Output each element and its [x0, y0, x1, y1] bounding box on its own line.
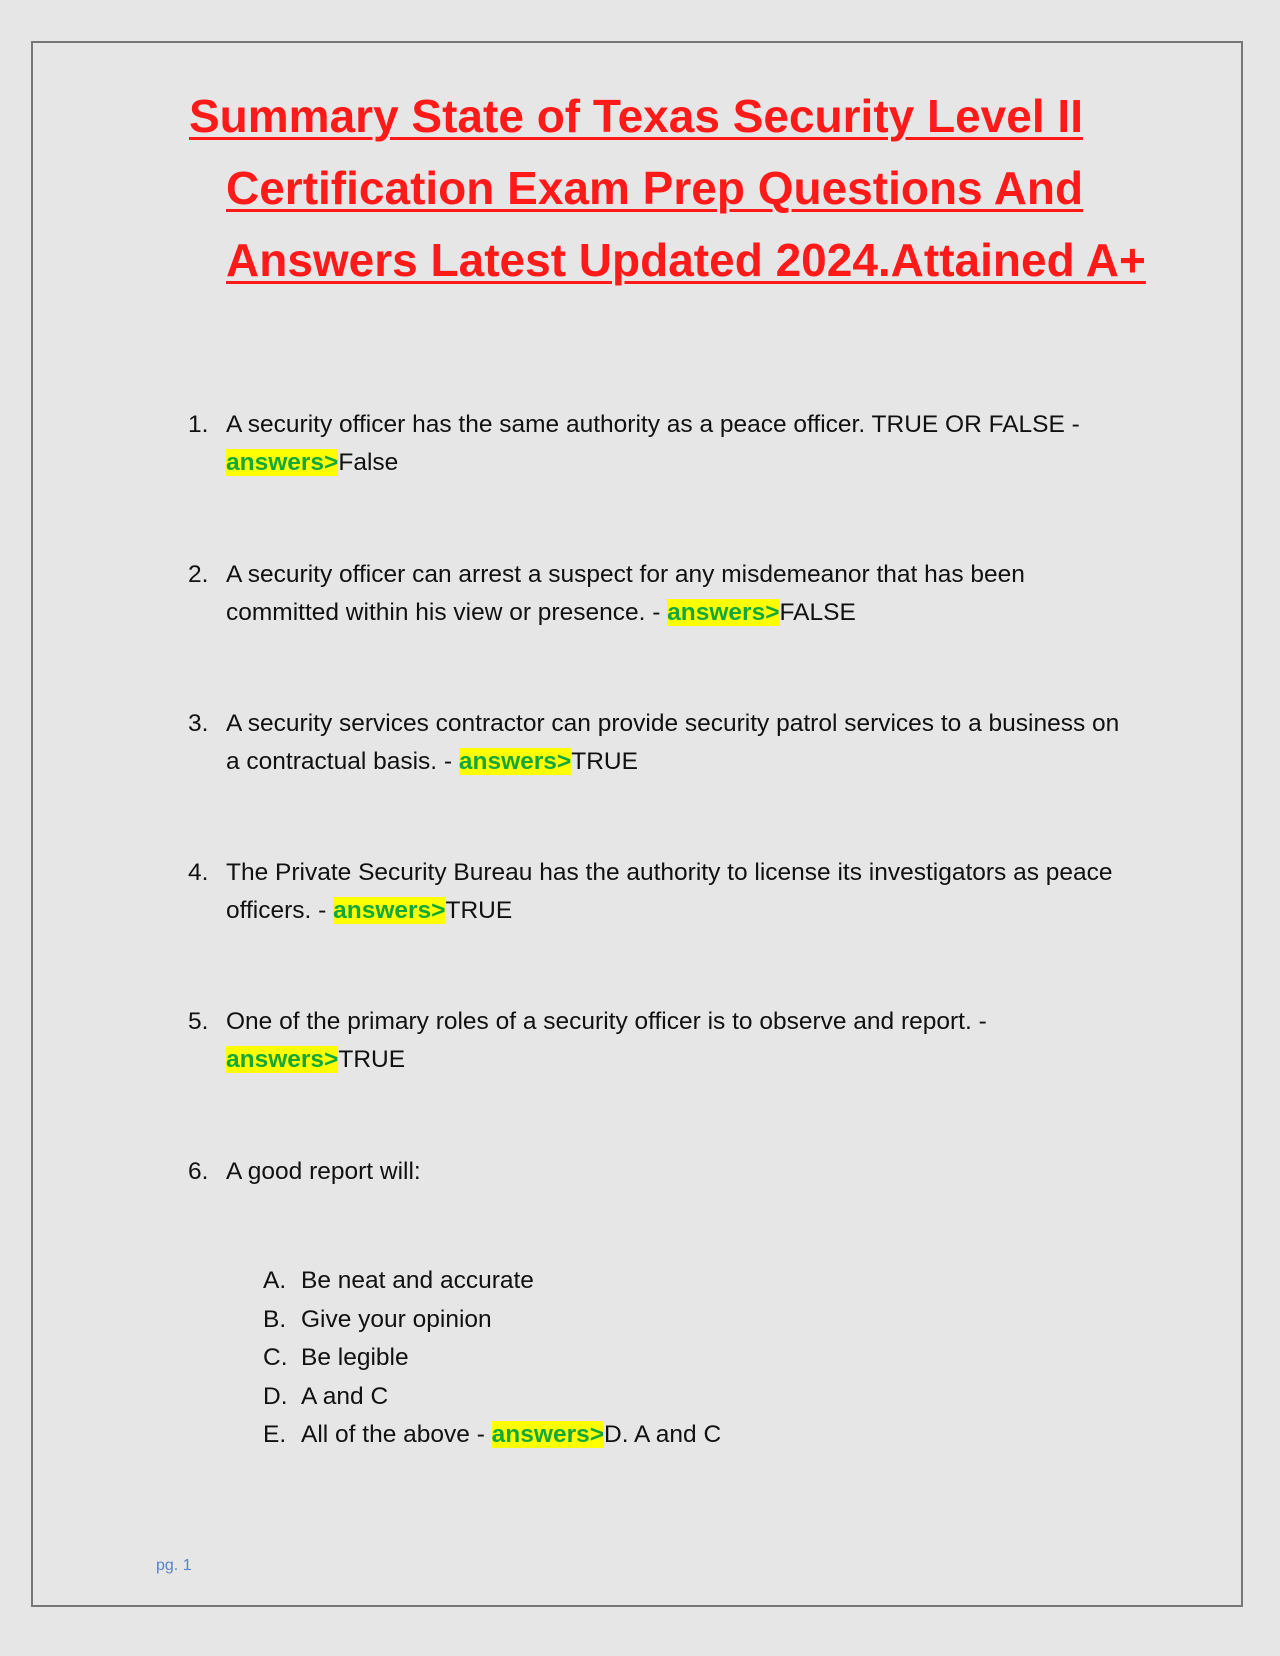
- question-text: A security services contractor can provide security patrol services to a business on a contractual basis. -: [226, 710, 1120, 775]
- option-letter: A.: [263, 1267, 287, 1294]
- question-number: 4.: [188, 859, 209, 886]
- answer-value: TRUE: [445, 897, 513, 924]
- question-text: A good report will:: [226, 1158, 421, 1185]
- question-number: 5.: [188, 1008, 209, 1035]
- option-text: Give your opinion: [301, 1305, 492, 1333]
- question-4: [188, 854, 1138, 930]
- option-text: Be neat and accurate: [301, 1267, 534, 1294]
- answer-marker: answers>: [226, 449, 339, 476]
- answer-marker: answers>: [333, 897, 446, 924]
- question-text: A security officer has the same authority as a peace officer. TRUE OR FALSE -: [226, 411, 1080, 438]
- question-1: [188, 406, 1138, 482]
- page-number: pg. 1: [156, 1557, 192, 1574]
- question-6: [188, 1153, 1138, 1191]
- answer-value: FALSE: [779, 599, 856, 626]
- question-text: A security officer can arrest a suspect for any misdemeanor that has been committed within his view or presence. -: [226, 561, 1025, 626]
- answer-value: TRUE: [338, 1046, 406, 1073]
- question-number: 2.: [188, 561, 209, 588]
- question-text: The Private Security Bureau has the authority to license its investigators as peace officers. -: [226, 859, 1113, 924]
- document-title: Summary State of Texas Security Level II Certification Exam Prep Questions And Answers Latest Updated 2024.Attained A+: [189, 90, 1146, 286]
- answer-marker: answers>: [226, 1046, 339, 1073]
- option-letter: C.: [263, 1344, 288, 1371]
- question-number: 3.: [188, 710, 209, 737]
- question-text: One of the primary roles of a security officer is to observe and report. -: [226, 1008, 987, 1035]
- question-3: [188, 705, 1138, 781]
- question-number: 6.: [188, 1158, 209, 1185]
- answer-marker: answers>: [667, 599, 780, 626]
- question-2: [188, 556, 1138, 632]
- option-text: Be legible: [301, 1344, 409, 1371]
- option-letter: E.: [263, 1421, 287, 1448]
- option-text: All of the above -: [301, 1421, 492, 1448]
- option-text: A and C: [301, 1382, 389, 1410]
- answer-value: D. A and C: [604, 1421, 722, 1448]
- option-letter: D.: [263, 1382, 288, 1410]
- question-number: 1.: [188, 411, 209, 438]
- answer-value: False: [338, 449, 399, 476]
- answer-value: TRUE: [571, 748, 638, 775]
- answer-marker: answers>: [491, 1421, 605, 1448]
- option-letter: B.: [263, 1305, 287, 1333]
- question-5: [188, 1003, 1138, 1079]
- answer-marker: answers>: [458, 748, 572, 775]
